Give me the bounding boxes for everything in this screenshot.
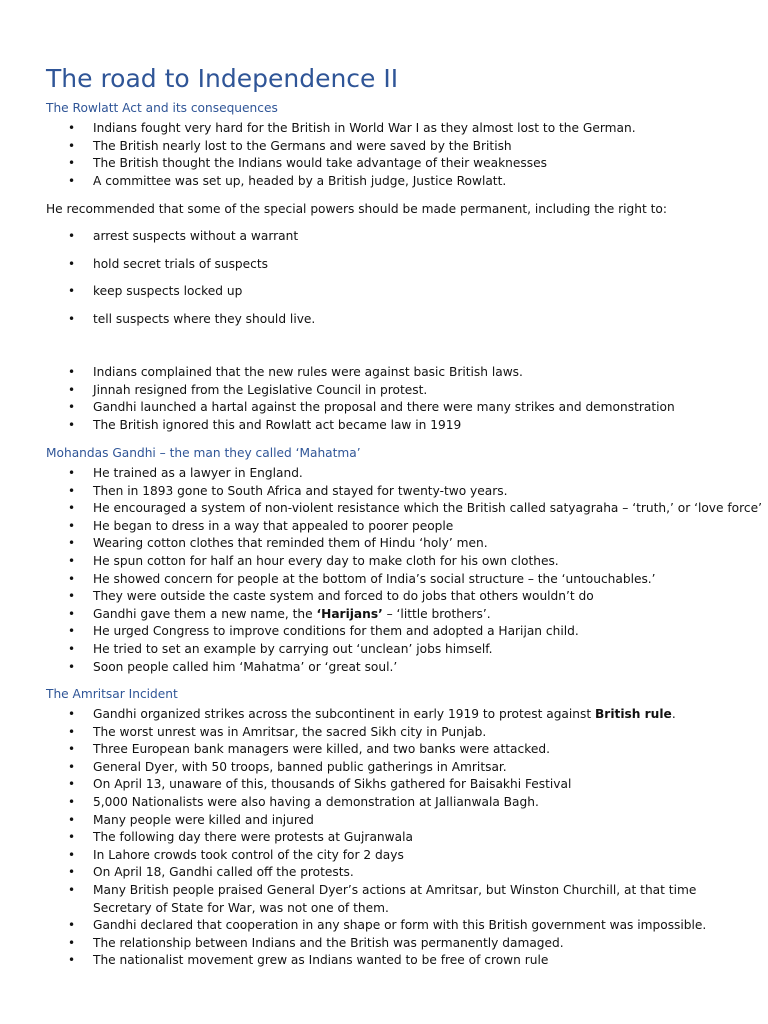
harijan-text-prefix: Gandhi gave them a new name, the [93, 606, 317, 621]
gandhi-list [46, 465, 762, 676]
list-item: • General Dyer, with 50 troops, banned public gatherings in Amritsar. [46, 759, 736, 777]
list-item: • tell suspects where they should live. [46, 306, 736, 334]
list-item: • On April 18, Gandhi called off the protests. [46, 864, 736, 882]
strikes-text-suffix: . [671, 707, 676, 721]
list-item: • He showed concern for people at the bottom of India’s social structure – the ‘untouchables.’ [46, 571, 736, 589]
list-item: • Wearing cotton clothes that reminded them of Hindu ‘holy’ men. [46, 535, 736, 553]
list-item: • hold secret trials of suspects [46, 251, 736, 279]
list-item: • He tried to set an example by carrying out ‘unclean’ jobs himself. [46, 641, 736, 659]
list-item: • Then in 1893 gone to South Africa and stayed for twenty-two years. [46, 483, 736, 501]
section-heading-rowlatt: The Rowlatt Act and its consequences [46, 101, 278, 115]
list-item: • They were outside the caste system and forced to do jobs that others wouldn’t do [46, 588, 736, 606]
rowlatt-list [46, 120, 736, 190]
list-item: • On April 13, unaware of this, thousands of Sikhs gathered for Baisakhi Festival [46, 776, 736, 794]
list-item: • Gandhi launched a hartal against the proposal and there were many strikes and demonstration [46, 399, 736, 417]
amritsar-list [46, 706, 736, 970]
list-item: • Three European bank managers were killed, and two banks were attacked. [46, 741, 736, 759]
list-item: • The British ignored this and Rowlatt act became law in 1919 [46, 417, 736, 435]
harijan-bold-term: ‘Harijans’ [316, 606, 383, 621]
list-item: • The relationship between Indians and the British was permanently damaged. [46, 935, 736, 953]
list-item: • Many people were killed and injured [46, 812, 736, 830]
list-item: • A committee was set up, headed by a British judge, Justice Rowlatt. [46, 173, 736, 191]
list-item-harijans [46, 606, 736, 624]
list-item: • The nationalist movement grew as Indians wanted to be free of crown rule [46, 952, 736, 970]
list-item: • Soon people called him ‘Mahatma’ or ‘great soul.’ [46, 659, 736, 677]
list-item: • He urged Congress to improve conditions for them and adopted a Harijan child. [46, 623, 736, 641]
list-item: • The worst unrest was in Amritsar, the sacred Sikh city in Punjab. [46, 724, 736, 742]
list-item: • In Lahore crowds took control of the city for 2 days [46, 847, 736, 865]
list-item: • arrest suspects without a warrant [46, 223, 736, 251]
reactions-list [46, 364, 736, 434]
harijan-text-suffix: – ‘little brothers’. [382, 606, 491, 621]
list-item: • Gandhi declared that cooperation in any shape or form with this British government was impossible. [46, 917, 736, 935]
list-item: • The British thought the Indians would take advantage of their weaknesses [46, 155, 736, 173]
section-heading-gandhi: Mohandas Gandhi – the man they called ‘Mahatma’ [46, 446, 361, 460]
list-item: • He trained as a lawyer in England. [46, 465, 736, 483]
list-item: • Many British people praised General Dyer’s actions at Amritsar, but Winston Churchill, at that time Secretary of State for War, was not one of them. [46, 882, 736, 917]
list-item: • Jinnah resigned from the Legislative Council in protest. [46, 382, 736, 400]
list-item: • 5,000 Nationalists were also having a demonstration at Jallianwala Bagh. [46, 794, 736, 812]
rowlatt-paragraph: He recommended that some of the special powers should be made permanent, including the right to: [46, 202, 667, 216]
list-item-british-rule [46, 706, 736, 724]
list-item: • He encouraged a system of non-violent resistance which the British called satyagraha – ‘truth,’ or ‘love force’ [46, 500, 736, 518]
list-item: • He spun cotton for half an hour every day to make cloth for his own clothes. [46, 553, 736, 571]
list-item: • The British nearly lost to the Germans and were saved by the British [46, 138, 736, 156]
list-item: • The following day there were protests at Gujranwala [46, 829, 736, 847]
section-heading-amritsar: The Amritsar Incident [46, 687, 178, 701]
list-item: • He began to dress in a way that appealed to poorer people [46, 518, 736, 536]
powers-list [46, 223, 736, 333]
strikes-text-prefix: Gandhi organized strikes across the subcontinent in early 1919 to protest against [93, 707, 596, 721]
list-item: • Indians fought very hard for the British in World War I as they almost lost to the German. [46, 120, 736, 138]
british-rule-bold: British rule [595, 707, 672, 721]
list-item: • keep suspects locked up [46, 278, 736, 306]
page-title: The road to Independence II [46, 64, 399, 93]
list-item: • Indians complained that the new rules were against basic British laws. [46, 364, 736, 382]
